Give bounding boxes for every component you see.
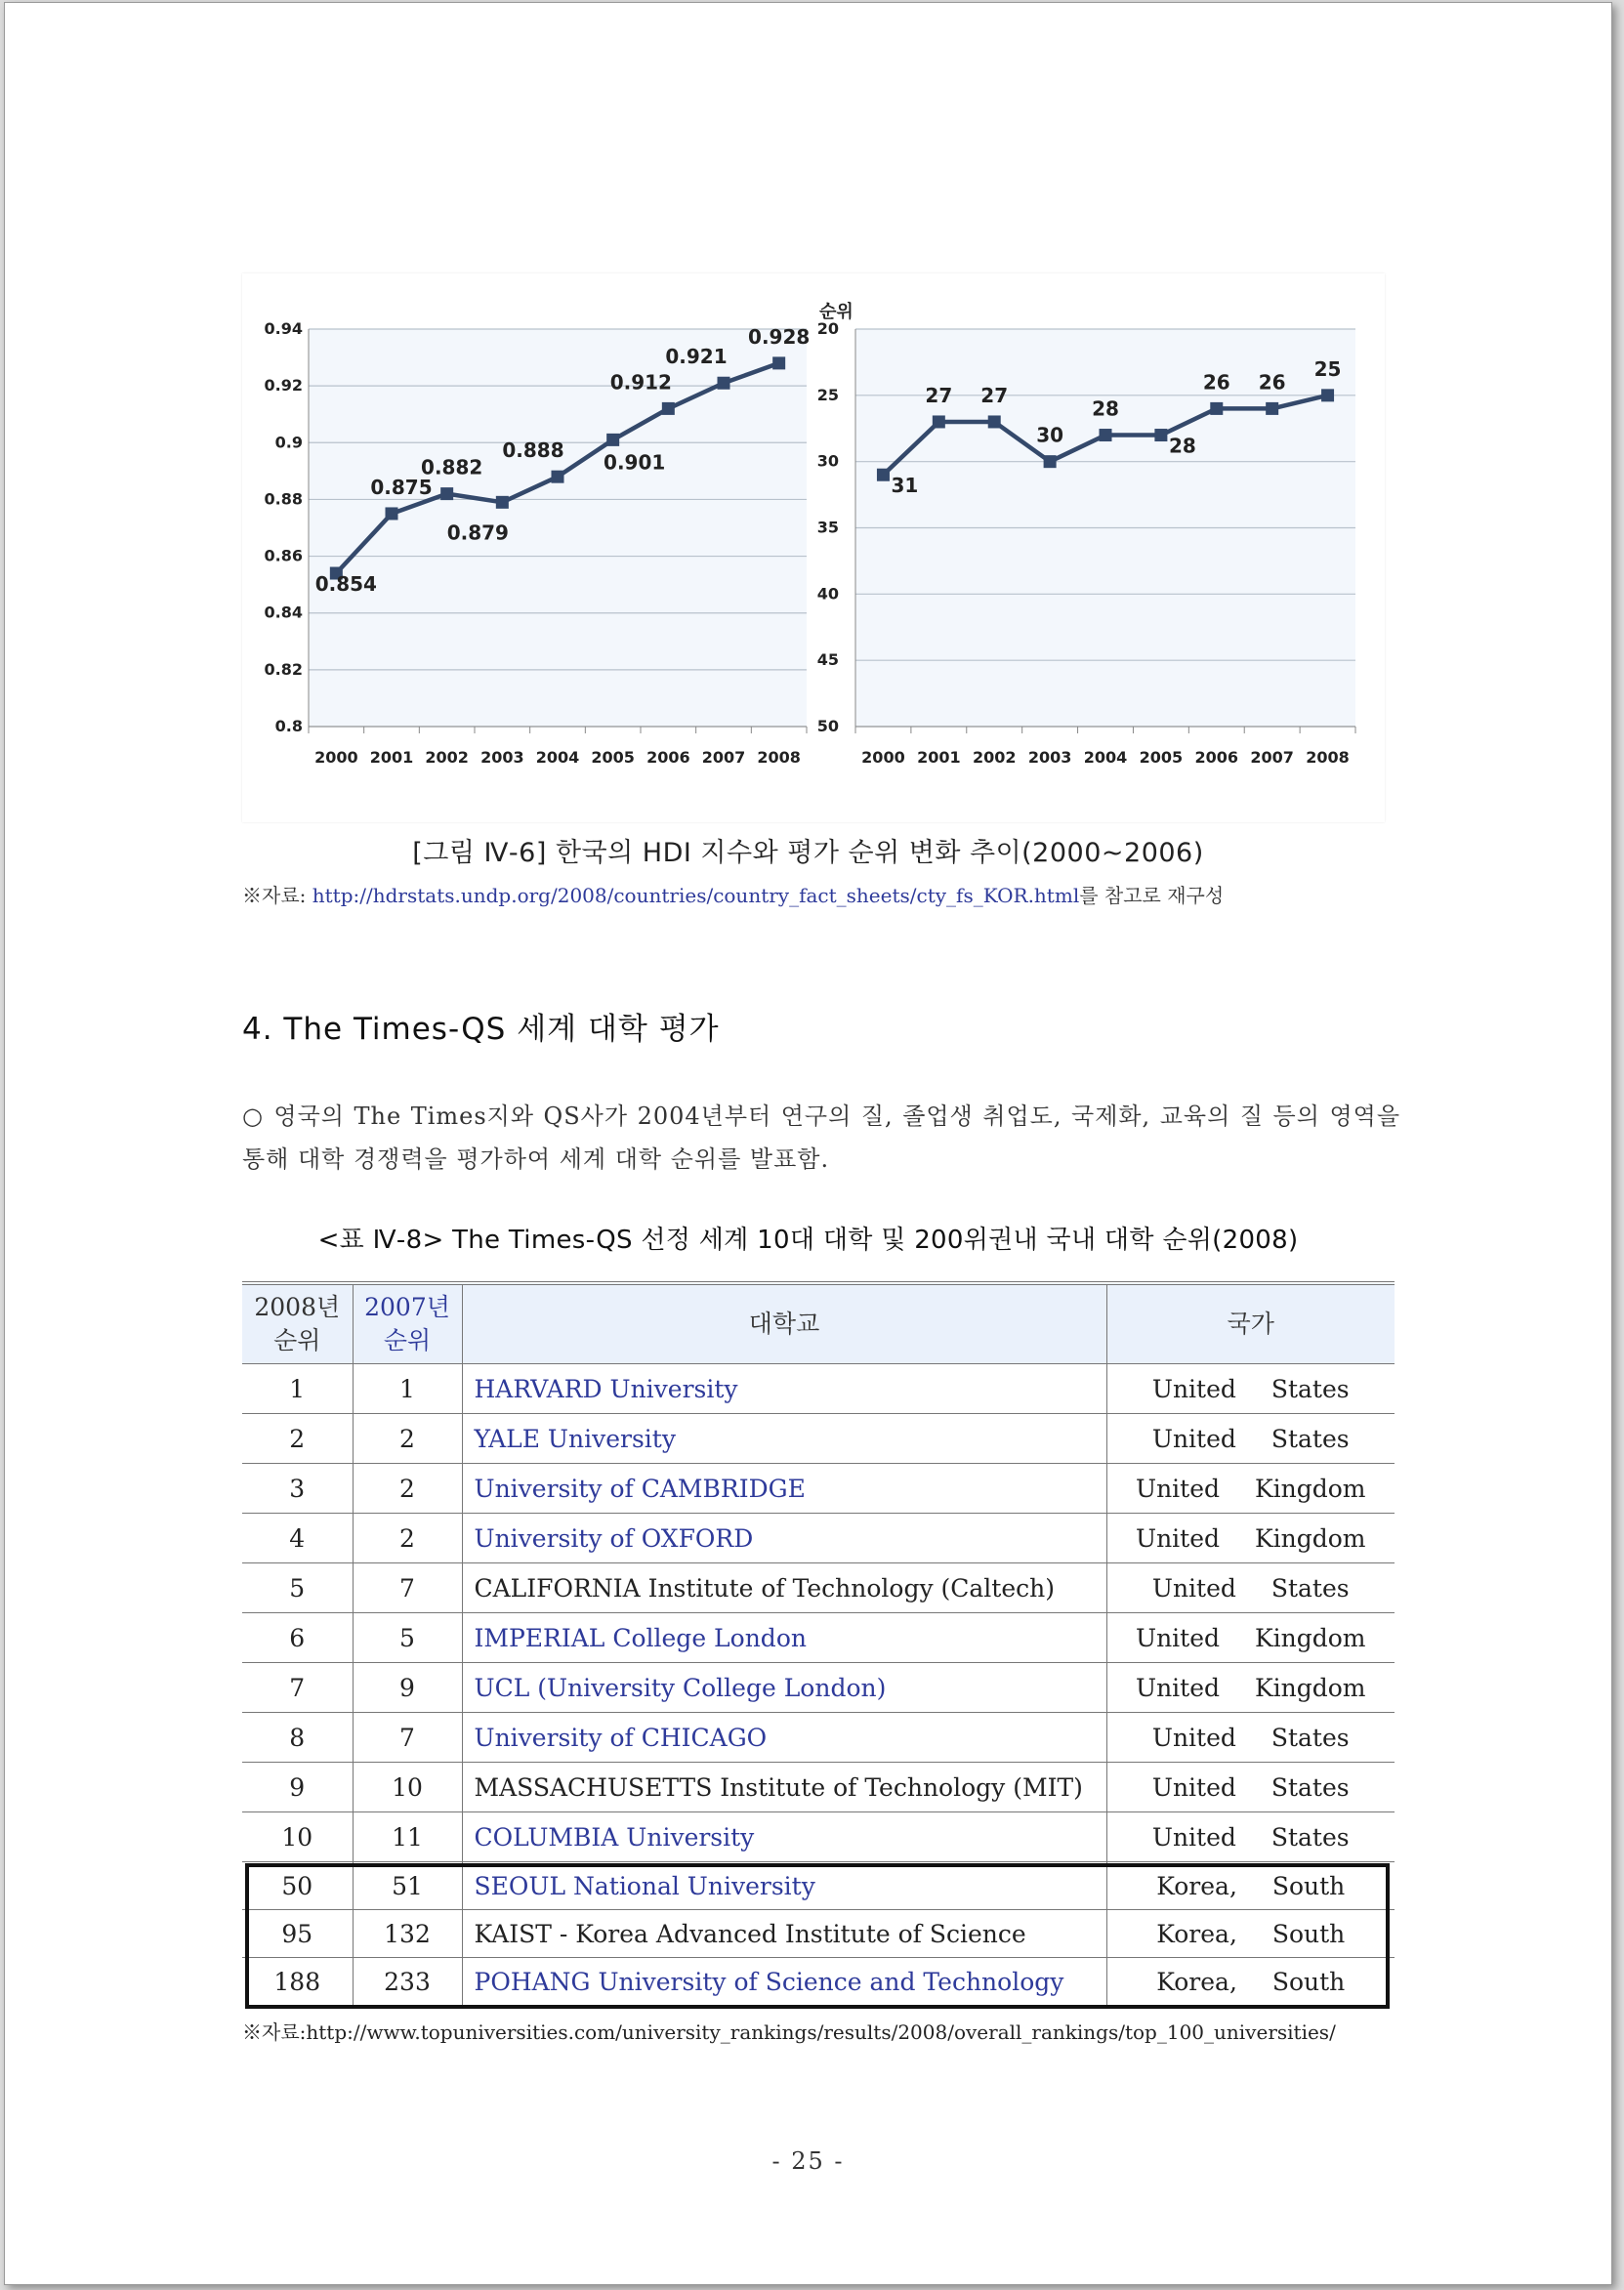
table-body xyxy=(242,1364,1395,2006)
university-cell[interactable]: UCL (University College London) xyxy=(462,1663,1106,1713)
figure-source-link[interactable]: http://hdrstats.undp.org/2008/countries/country_fact_sheets/cty_fs_KOR.html xyxy=(312,884,1080,907)
x-tick-label: 2003 xyxy=(480,748,524,767)
rank-2008-cell: 3 xyxy=(242,1464,353,1514)
header-rank-2008-line1: 2008년 xyxy=(254,1293,341,1321)
x-tick-label: 2007 xyxy=(1250,748,1294,767)
x-tick-label: 2004 xyxy=(535,748,580,767)
table-row xyxy=(242,1862,1395,1910)
rank-2008-cell: 95 xyxy=(242,1910,353,1958)
x-tick-label: 2001 xyxy=(369,748,414,767)
data-point xyxy=(662,402,675,415)
table-row xyxy=(242,1414,1395,1464)
x-tick-label: 2003 xyxy=(1027,748,1072,767)
rank-2008-cell: 4 xyxy=(242,1514,353,1563)
university-cell[interactable]: University of CAMBRIDGE xyxy=(462,1464,1106,1514)
university-cell[interactable]: POHANG University of Science and Technology xyxy=(462,1958,1106,2006)
table-row xyxy=(242,1910,1395,1958)
table-row xyxy=(242,1812,1395,1862)
data-point xyxy=(606,434,619,446)
header-rank-2007-line1: 2007년 xyxy=(364,1293,450,1321)
data-label: 0.928 xyxy=(748,324,811,349)
y-tick-label: 0.88 xyxy=(264,489,303,509)
charts-svg xyxy=(242,273,1385,822)
table-row xyxy=(242,1613,1395,1663)
rank-2007-cell: 1 xyxy=(353,1364,462,1414)
university-ranking-table xyxy=(242,1281,1395,2005)
document-page xyxy=(4,2,1612,2285)
rank-2007-cell: 11 xyxy=(353,1812,462,1862)
data-label: 27 xyxy=(980,383,1009,407)
rank-2007-cell: 233 xyxy=(353,1958,462,2006)
data-point xyxy=(496,496,509,509)
rank-2007-cell: 9 xyxy=(353,1663,462,1713)
table-row xyxy=(242,1763,1395,1812)
university-cell[interactable]: IMPERIAL College London xyxy=(462,1613,1106,1663)
rank-2008-cell: 6 xyxy=(242,1613,353,1663)
data-point xyxy=(933,415,945,428)
data-label: 26 xyxy=(1258,370,1286,395)
header-rank-2007-line2: 순위 xyxy=(383,1326,432,1354)
data-point xyxy=(1266,402,1278,415)
y-tick-label: 0.86 xyxy=(264,546,303,565)
table-row xyxy=(242,1958,1395,2006)
table-row xyxy=(242,1464,1395,1514)
header-university: 대학교 xyxy=(462,1283,1106,1364)
rank-2008-cell: 7 xyxy=(242,1663,353,1713)
country-cell: Korea, South xyxy=(1106,1862,1395,1910)
table-row xyxy=(242,1364,1395,1414)
figure-source xyxy=(242,880,1224,908)
rank-2007-cell: 7 xyxy=(353,1713,462,1763)
country-cell: United Kingdom xyxy=(1106,1613,1395,1663)
data-label: 0.912 xyxy=(609,370,672,395)
table-row xyxy=(242,1514,1395,1563)
data-label: 0.921 xyxy=(665,345,728,369)
university-cell[interactable]: HARVARD University xyxy=(462,1364,1106,1414)
country-cell: United Kingdom xyxy=(1106,1663,1395,1713)
y-tick-label: 25 xyxy=(816,385,839,404)
data-label: 0.854 xyxy=(314,572,377,597)
data-label: 30 xyxy=(1036,423,1064,447)
university-cell[interactable]: University of CHICAGO xyxy=(462,1713,1106,1763)
rank-2008-cell: 2 xyxy=(242,1414,353,1464)
figure-source-suffix: 를 참고로 재구성 xyxy=(1079,884,1225,907)
y-tick-label: 40 xyxy=(816,584,839,604)
data-point xyxy=(988,415,1001,428)
data-point xyxy=(440,487,453,500)
rank-2007-cell: 10 xyxy=(353,1763,462,1812)
x-tick-label: 2005 xyxy=(1139,748,1184,767)
country-cell: United Kingdom xyxy=(1106,1514,1395,1563)
data-label: 28 xyxy=(1092,396,1119,421)
y-tick-label: 30 xyxy=(816,451,839,471)
data-point xyxy=(1044,455,1057,468)
y-tick-label: 0.84 xyxy=(264,603,303,622)
university-cell[interactable]: SEOUL National University xyxy=(462,1862,1106,1910)
rank-2007-cell: 132 xyxy=(353,1910,462,1958)
data-label: 28 xyxy=(1168,434,1196,458)
x-tick-label: 2002 xyxy=(972,748,1017,767)
data-point xyxy=(1321,389,1334,401)
plot-area-1 xyxy=(309,329,807,727)
figure-source-prefix: ※자료: xyxy=(242,884,312,907)
rank-2008-cell: 188 xyxy=(242,1958,353,2006)
country-cell: Korea, South xyxy=(1106,1910,1395,1958)
y-tick-label: 0.82 xyxy=(264,659,303,679)
rank-2008-cell: 50 xyxy=(242,1862,353,1910)
y-tick-label: 0.9 xyxy=(274,433,303,452)
y-tick-label: 0.92 xyxy=(264,376,303,396)
x-tick-label: 2002 xyxy=(425,748,469,767)
page-number: - 25 - xyxy=(771,2147,845,2175)
data-point xyxy=(718,377,730,390)
x-tick-label: 2006 xyxy=(646,748,690,767)
country-cell: United States xyxy=(1106,1414,1395,1464)
data-point xyxy=(552,471,564,483)
y-tick-label: 0.94 xyxy=(264,319,303,338)
data-point xyxy=(877,469,890,481)
data-label: 0.888 xyxy=(502,438,564,463)
header-rank-2008-line2: 순위 xyxy=(273,1326,321,1354)
rank-2007-cell: 2 xyxy=(353,1514,462,1563)
header-rank-2007 xyxy=(353,1283,462,1364)
x-tick-label: 2005 xyxy=(591,748,635,767)
country-cell: United States xyxy=(1106,1713,1395,1763)
country-cell: United States xyxy=(1106,1364,1395,1414)
country-cell: United States xyxy=(1106,1563,1395,1613)
rank-2008-cell: 9 xyxy=(242,1763,353,1812)
table-row xyxy=(242,1663,1395,1713)
university-cell[interactable]: COLUMBIA University xyxy=(462,1812,1106,1862)
country-cell: United Kingdom xyxy=(1106,1464,1395,1514)
rank-2008-cell: 1 xyxy=(242,1364,353,1414)
rank-2007-cell: 51 xyxy=(353,1862,462,1910)
y-tick-label: 20 xyxy=(816,319,839,338)
data-label: 0.879 xyxy=(446,520,509,545)
rank-2007-cell: 2 xyxy=(353,1464,462,1514)
table-caption: <표 Ⅳ-8> The Times-QS 선정 세계 10대 대학 및 200위권내 국내 대학 순위(2008) xyxy=(317,1226,1299,1255)
data-label: 27 xyxy=(925,383,953,407)
rank-2007-cell: 2 xyxy=(353,1414,462,1464)
university-cell: KAIST - Korea Advanced Institute of Science xyxy=(462,1910,1106,1958)
header-country: 국가 xyxy=(1106,1283,1395,1364)
country-cell: United States xyxy=(1106,1812,1395,1862)
table-row xyxy=(242,1563,1395,1613)
section-heading: 4. The Times-QS 세계 대학 평가 xyxy=(242,1012,720,1047)
hdi-charts-figure xyxy=(242,273,1385,822)
x-tick-label: 2008 xyxy=(1306,748,1350,767)
data-point xyxy=(1210,402,1223,415)
y-tick-label: 50 xyxy=(816,717,839,735)
y-tick-label: 0.8 xyxy=(274,717,303,735)
data-point xyxy=(772,356,785,369)
rank-2008-cell: 5 xyxy=(242,1563,353,1613)
table-header-row xyxy=(242,1283,1395,1364)
data-point xyxy=(1154,429,1167,441)
university-cell: CALIFORNIA Institute of Technology (Caltech) xyxy=(462,1563,1106,1613)
y-tick-label: 35 xyxy=(816,518,839,537)
data-label: 0.875 xyxy=(370,475,433,499)
header-rank-2008 xyxy=(242,1283,353,1364)
y-axis-label: 순위 xyxy=(819,302,854,322)
x-tick-label: 2000 xyxy=(314,748,358,767)
x-tick-label: 2008 xyxy=(757,748,801,767)
table-row xyxy=(242,1713,1395,1763)
university-cell[interactable]: YALE University xyxy=(462,1414,1106,1464)
university-cell[interactable]: University of OXFORD xyxy=(462,1514,1106,1563)
intro-paragraph: ○ 영국의 The Times지와 QS사가 2004년부터 연구의 질, 졸업생 취업도, 국제화, 교육의 질 등의 영역을 통해 대학 경쟁력을 평가하여 세계 대학 순위를 발표함. xyxy=(242,1103,1400,1173)
x-tick-label: 2000 xyxy=(861,748,905,767)
data-label: 31 xyxy=(891,474,919,498)
data-label: 26 xyxy=(1202,370,1230,395)
x-tick-label: 2007 xyxy=(701,748,746,767)
country-cell: Korea, South xyxy=(1106,1958,1395,2006)
table-source[interactable]: ※자료:http://www.topuniversities.com/university_rankings/results/2008/overall_rankings/top_100_universities/ xyxy=(242,2020,1336,2044)
data-label: 25 xyxy=(1313,356,1342,381)
x-tick-label: 2001 xyxy=(917,748,961,767)
data-label: 0.882 xyxy=(421,455,483,479)
rank-2007-cell: 5 xyxy=(353,1613,462,1663)
figure-caption: [그림 Ⅳ-6] 한국의 HDI 지수와 평가 순위 변화 추이(2000~2006) xyxy=(412,838,1204,868)
y-tick-label: 45 xyxy=(816,650,839,670)
rank-2007-cell: 7 xyxy=(353,1563,462,1613)
university-cell: MASSACHUSETTS Institute of Technology (MIT) xyxy=(462,1763,1106,1812)
rank-2008-cell: 10 xyxy=(242,1812,353,1862)
data-point xyxy=(1100,429,1112,441)
data-point xyxy=(386,507,398,520)
country-cell: United States xyxy=(1106,1763,1395,1812)
rank-2008-cell: 8 xyxy=(242,1713,353,1763)
x-tick-label: 2006 xyxy=(1194,748,1239,767)
x-tick-label: 2004 xyxy=(1083,748,1128,767)
data-label: 0.901 xyxy=(604,450,666,475)
